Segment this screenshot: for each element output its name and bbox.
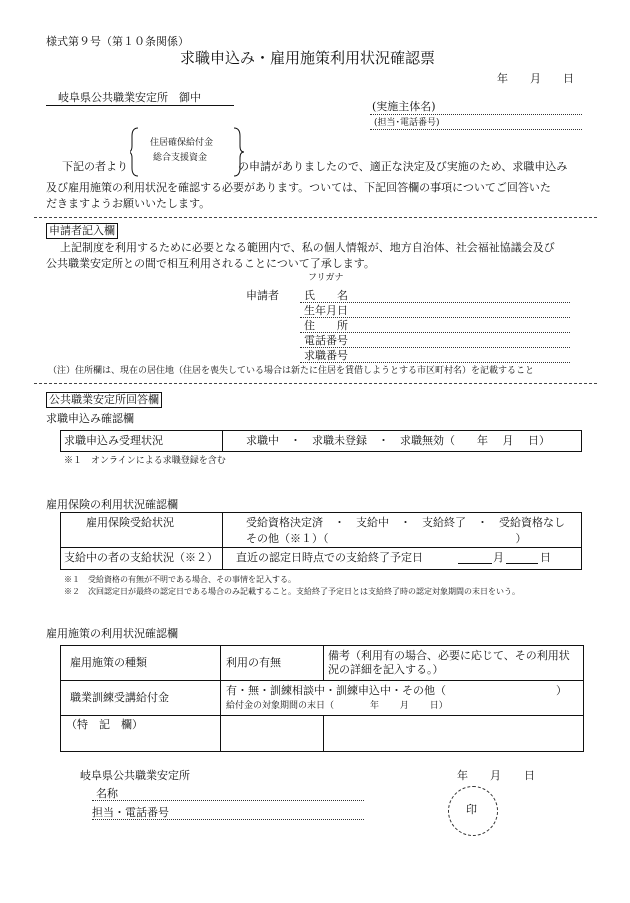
footer-day: 日 [524,769,535,782]
applicant-label: 申請者 [246,289,279,302]
intro-line-2: 及び雇用施策の利用状況を確認する必要があります。ついては、下記回答欄の事項についてご回答いた [46,181,551,194]
name-field[interactable] [300,302,570,303]
insurance-paying-label: 支給中の者の支給状況（※２） [64,551,218,564]
insurance-note-1: ※１ 受給資格の有無が不明である場合、その事情を記入する。 [64,575,296,584]
contact-label-small: (担当･電話番号) [374,118,440,128]
job-status-options[interactable]: 求職中 ・ 求職未登録 ・ 求職無効（ 年 月 日） [246,434,550,447]
policy-col-2-divider-top [323,645,324,681]
footer-name-field[interactable] [92,800,364,801]
phone-label: 電話番号 [304,334,348,347]
col-usage: 利用の有無 [226,656,281,669]
birthdate-field[interactable] [300,317,570,318]
section-divider-2 [34,383,597,384]
footer-office: 岐阜県公共職業安定所 [80,769,190,782]
job-number-field[interactable] [300,362,570,363]
insurance-status-label: 雇用保険受給状況 [86,516,174,529]
footer-contact-label: 担当・電話番号 [92,806,169,819]
office-section-title: 公共職業安定所回答欄 [46,392,162,408]
col-policy-type: 雇用施策の種類 [70,656,147,669]
benefit-general: 総合支援資金 [153,153,208,163]
recipient: 岐阜県公共職業安定所 御中 [58,91,201,104]
phone-field[interactable] [300,347,570,348]
section-divider-1 [34,217,597,218]
insurance-row-divider [60,547,581,548]
footer-contact-field[interactable] [92,819,364,820]
consent-line-1: 上記制度を利用するために必要となる範囲内で、私の個人情報が、地方自治体、社会福祉協議会及び [60,241,555,254]
insurance-note-2: ※２ 次回認定日が最終の認定日である場合のみ記載すること。支給終了予定日とは支給終了時の認定対象期間の末日をいう。 [64,587,520,596]
footer-year: 年 [457,769,468,782]
benefit-housing: 住居確保給付金 [150,138,214,148]
end-month-label: 月 [493,551,504,564]
training-options[interactable]: 有・無・訓練相談中・訓練申込中・その他（ ） [226,684,567,697]
policy-row-divider-1 [60,680,583,681]
intro-prefix: 下記の者より [62,160,128,173]
form-number: 様式第９号（第１０条関係） [46,35,189,48]
col-remarks-2: 況の詳細を記入する。） [328,663,444,676]
furigana-label: フリガナ [308,273,344,283]
job-number-label: 求職番号 [304,349,348,362]
policy-heading: 雇用施策の利用状況確認欄 [46,627,178,640]
intro-line-1: の申請がありましたので、適正な決定及び実施のため、求職申込み [238,160,568,173]
address-label: 住 所 [304,319,348,332]
date-year: 年 [497,72,508,85]
footer-month: 月 [490,769,501,782]
date-day: 日 [563,72,574,85]
footer-name-label: 名称 [96,787,118,800]
name-label: 氏 名 [304,289,348,302]
intro-line-3: だきますようお願いいたします。 [46,197,211,210]
contact-field[interactable] [370,129,582,130]
end-day-field[interactable] [506,563,538,564]
recipient-underline [46,105,234,106]
job-confirm-heading: 求職申込み確認欄 [46,412,134,425]
special-notes-label: （特 記 欄） [66,718,143,731]
insurance-options-2[interactable]: その他（※１）（ ） [246,532,527,545]
birthdate-label: 生年月日 [304,304,348,317]
date-month: 月 [530,72,541,85]
left-bracket [130,128,138,176]
address-field[interactable] [300,332,570,333]
address-note: （注）住所欄は、現在の居住地（住居を喪失している場合は新たに住居を賃借しようとする市区町村名）を記載すること [48,366,535,376]
policy-row-divider-2 [60,715,583,716]
consent-line-2: 公共職業安定所との間で相互利用されることについて了承します。 [46,257,375,270]
job-status-label: 求職申込み受理状況 [64,434,163,447]
applicant-section-title: 申請者記入欄 [46,223,118,239]
row-training-label: 職業訓練受講給付金 [70,691,169,704]
implementer-field[interactable] [370,114,582,115]
policy-col-2-divider-bottom [323,715,324,751]
insurance-heading: 雇用保険の利用状況確認欄 [46,498,178,511]
col-remarks-1: 備考（利用有の場合、必要に応じて、その利用状 [328,649,570,662]
end-day-label: 日 [540,551,551,564]
benefit-brackets [130,126,244,178]
implementer-label: (実施主体名) [372,100,436,113]
insurance-col-divider [222,512,223,569]
insurance-options-1[interactable]: 受給資格決定済 ・ 支給中 ・ 支給終了 ・ 受給資格なし [246,516,565,529]
page-title: 求職申込み・雇用施策利用状況確認票 [180,49,436,67]
policy-col-1-divider [220,645,221,751]
end-month-field[interactable] [458,563,492,564]
job-status-divider [222,430,223,451]
seal-label: 印 [466,803,477,816]
training-period[interactable]: 給付金の対象期間の末日（ 年 月 日） [226,701,448,711]
insurance-paying-value: 直近の認定日時点での支給終了予定日 [236,551,423,564]
job-note: ※１ オンラインによる求職登録を含む [64,456,226,466]
